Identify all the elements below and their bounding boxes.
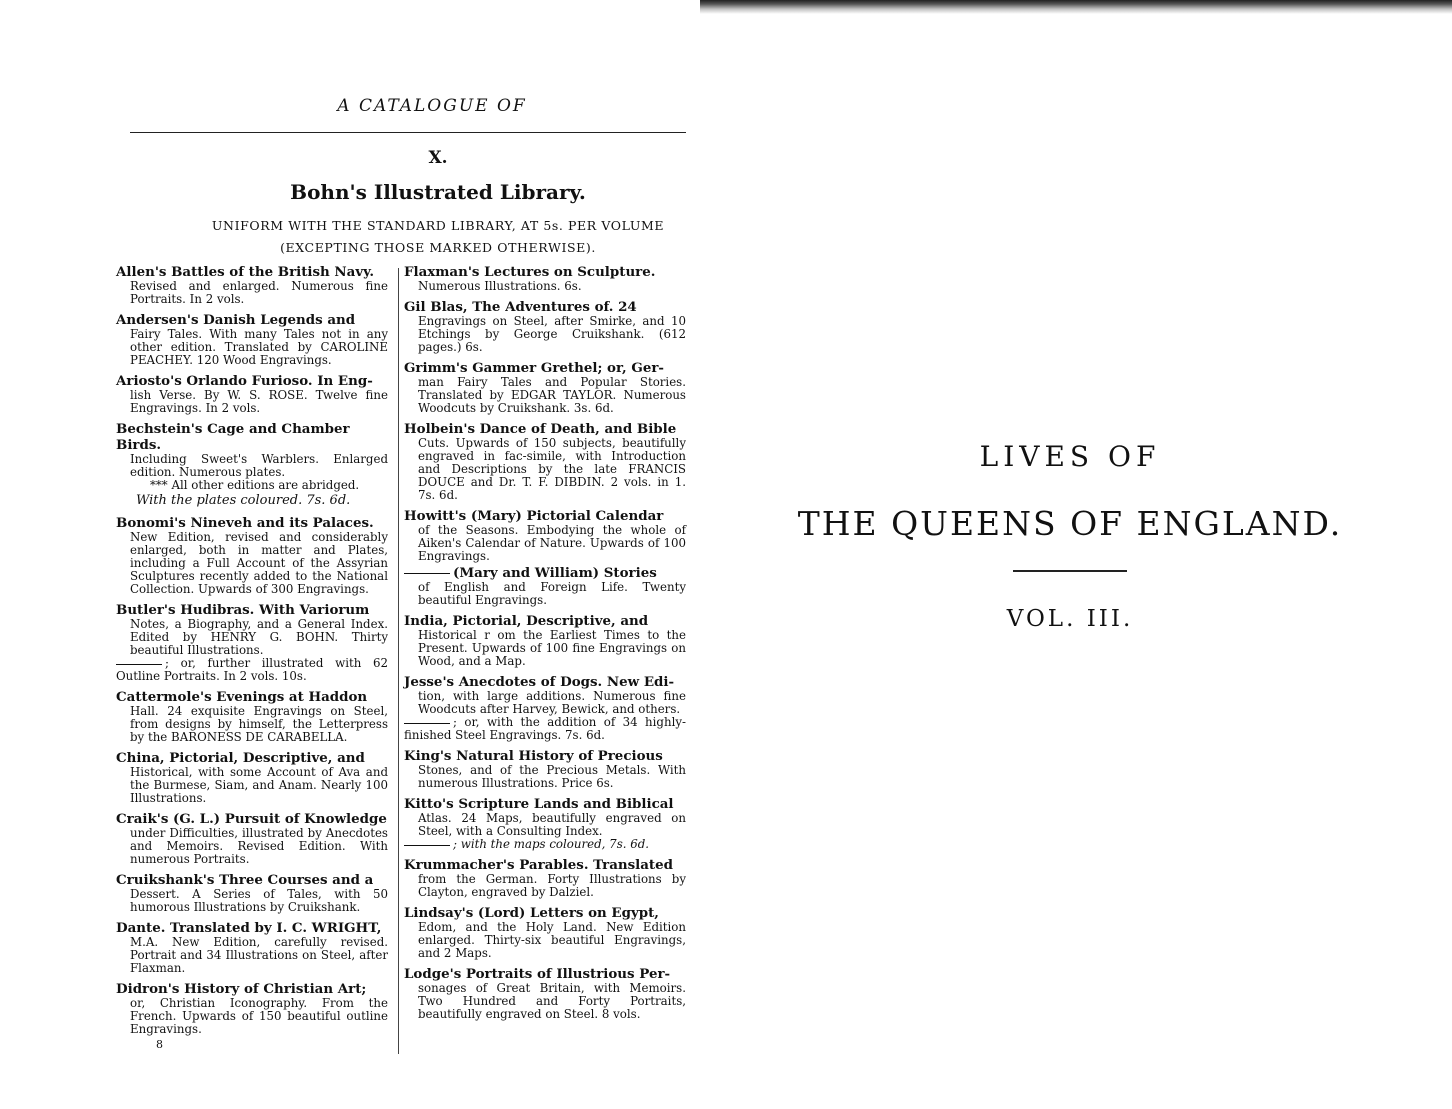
entry-title: Bonomi's Nineveh and its Palaces. — [116, 515, 374, 531]
list-item — [404, 857, 686, 899]
entry-continuation-text: ; or, with the addition of 34 highly-finished Steel Engravings. 7s. 6d. — [404, 715, 686, 742]
entry-title: India, Pictorial, Descriptive, and — [404, 613, 649, 629]
list-item — [116, 689, 388, 744]
entry-description: M.A. New Edition, carefully revised. Portrait and 34 Illustrations on Steel, after Flaxman. — [130, 935, 388, 975]
entry-title: China, Pictorial, Descriptive, and — [116, 750, 365, 766]
entry-title: Andersen's Danish Legends and — [116, 312, 356, 328]
list-item — [116, 981, 388, 1036]
entry-description: Fairy Tales. With many Tales not in any other edition. Translated by CAROLINE PEACHEY. 120 Wood Engravings. — [130, 327, 388, 367]
ditto-dash — [404, 845, 450, 846]
entry-continuation — [116, 657, 388, 683]
list-item — [404, 360, 686, 415]
list-item — [116, 750, 388, 805]
entry-description: Historical, with some Account of Ava and the Burmese, Siam, and Anam. Nearly 100 Illustrations. — [130, 765, 388, 805]
entry-title: Krummacher's Parables. Translated — [404, 857, 673, 873]
entry-description: sonages of Great Britain, with Memoirs. Two Hundred and Forty Portraits, beautifully engraved on Steel. 8 vols. — [418, 981, 686, 1021]
entry-description: Including Sweet's Warblers. Enlarged edition. Numerous plates. — [130, 452, 388, 479]
uniform-notice — [112, 215, 692, 259]
title-rule — [1013, 570, 1127, 572]
uniform-line-2: (EXCEPTING THOSE MARKED OTHERWISE). — [280, 240, 596, 255]
entry-description: Edom, and the Holy Land. New Edition enlarged. Thirty-six beautiful Engravings, and 2 Maps. — [418, 920, 686, 960]
entry-title: Didron's History of Christian Art; — [116, 981, 367, 997]
list-item — [404, 613, 686, 668]
library-title: Bohn's Illustrated Library. — [290, 180, 586, 204]
list-item — [116, 373, 388, 415]
entry-description: New Edition, revised and considerably enlarged, both in matter and Plates, including a Full Account of the Assyrian Sculptures recently added to the National Collection. Upwards of 300 Engravings. — [130, 530, 388, 596]
entry-title: Ariosto's Orlando Furioso. In Eng- — [116, 373, 373, 389]
entry-description: or, Christian Iconography. From the French. Upwards of 150 beautiful outline Engravings. — [130, 996, 388, 1036]
volume-label: VOL. III. — [1006, 606, 1134, 632]
entry-title: Gil Blas, The Adventures of. 24 — [404, 299, 637, 315]
list-item — [404, 264, 686, 293]
entry-description: Engravings on Steel, after Smirke, and 10 Etchings by George Cruikshank. (612 pages.) 6s. — [418, 314, 686, 354]
entry-description: Numerous Illustrations. 6s. — [418, 279, 582, 293]
list-item — [116, 811, 388, 866]
entry-description: tion, with large additions. Numerous fine Woodcuts after Harvey, Bewick, and others. — [418, 689, 686, 716]
list-item — [116, 264, 388, 306]
running-head: A CATALOGUE OF — [337, 96, 527, 116]
header-rule — [130, 132, 686, 133]
title-line-2: THE QUEENS OF ENGLAND. — [797, 504, 1343, 543]
entry-continuation-text: ; with the maps coloured, 7s. 6d. — [453, 837, 650, 851]
section-number: X. — [428, 148, 448, 168]
entry-title: Dante. Translated by I. C. WRIGHT, — [116, 920, 382, 936]
entry-description: of the Seasons. Embodying the whole of Aiken's Calendar of Nature. Upwards of 100 Engravings. — [418, 523, 686, 563]
list-item — [116, 920, 388, 975]
entry-continuation-text: ; or, further illustrated with 62 Outline Portraits. In 2 vols. 10s. — [116, 656, 388, 683]
entry-description: lish Verse. By W. S. ROSE. Twelve fine Engravings. In 2 vols. — [130, 388, 388, 415]
column-divider — [398, 268, 399, 1054]
entry-title: Butler's Hudibras. With Variorum — [116, 602, 370, 618]
ditto-dash — [404, 573, 450, 574]
entry-title: Flaxman's Lectures on Sculpture. — [404, 264, 656, 280]
list-item — [116, 421, 388, 509]
entry-title: Bechstein's Cage and Chamber Birds. — [116, 421, 350, 453]
entry-description: from the German. Forty Illustrations by Clayton, engraved by Dalziel. — [418, 872, 686, 899]
list-item — [404, 565, 686, 607]
entry-title — [404, 565, 686, 581]
entry-description: under Difficulties, illustrated by Anecdotes and Memoirs. Revised Edition. With numerous Portraits. — [130, 826, 388, 866]
list-item — [404, 966, 686, 1021]
list-item — [116, 602, 388, 683]
entry-title: Craik's (G. L.) Pursuit of Knowledge — [116, 811, 387, 827]
list-item — [404, 796, 686, 851]
right-column — [404, 264, 686, 1027]
entry-title: King's Natural History of Precious — [404, 748, 663, 764]
entry-title: Cruikshank's Three Courses and a — [116, 872, 374, 888]
list-item — [116, 312, 388, 367]
entry-title: Jesse's Anecdotes of Dogs. New Edi- — [404, 674, 675, 690]
entry-title: Howitt's (Mary) Pictorial Calendar — [404, 508, 664, 524]
entry-extra: With the plates coloured. 7s. 6d. — [136, 493, 351, 508]
ditto-dash — [116, 664, 162, 665]
list-item — [404, 748, 686, 790]
entry-description: Hall. 24 exquisite Engravings on Steel, from designs by himself, the Letterpress by the BARONESS DE CARABELLA. — [130, 704, 388, 744]
entry-description: Notes, a Biography, and a General Index. Edited by HENRY G. BOHN. Thirty beautiful Illustrations. — [130, 617, 388, 657]
title-line-1: LIVES OF — [979, 440, 1161, 473]
scan-edge-shadow — [700, 0, 1452, 14]
entry-description: of English and Foreign Life. Twenty beautiful Engravings. — [418, 580, 686, 607]
entry-title: Holbein's Dance of Death, and Bible — [404, 421, 677, 437]
entry-title: Lindsay's (Lord) Letters on Egypt, — [404, 905, 659, 921]
entry-title: Grimm's Gammer Grethel; or, Ger- — [404, 360, 664, 376]
title-page — [790, 440, 1350, 632]
entry-description: man Fairy Tales and Popular Stories. Translated by EDGAR TAYLOR. Numerous Woodcuts by Cruikshank. 3s. 6d. — [418, 375, 686, 415]
entry-description: Atlas. 24 Maps, beautifully engraved on Steel, with a Consulting Index. — [418, 811, 686, 838]
entry-description: Revised and enlarged. Numerous fine Portraits. In 2 vols. — [130, 279, 388, 306]
entry-description: Historical r om the Earliest Times to the Present. Upwards of 100 fine Engravings on Wood, and a Map. — [418, 628, 686, 668]
entry-title: Lodge's Portraits of Illustrious Per- — [404, 966, 671, 982]
entry-note: *** All other editions are abridged. — [150, 478, 360, 492]
ditto-dash — [404, 723, 450, 724]
entry-title: Kitto's Scripture Lands and Biblical — [404, 796, 674, 812]
entry-continuation — [404, 716, 686, 742]
entry-title: Cattermole's Evenings at Haddon — [116, 689, 368, 705]
uniform-line-1: UNIFORM WITH THE STANDARD LIBRARY, AT 5s. PER VOLUME — [211, 218, 665, 233]
list-item — [116, 872, 388, 914]
page-number: 8 — [156, 1038, 163, 1051]
entry-title-text: (Mary and William) Stories — [453, 565, 657, 581]
list-item — [404, 508, 686, 563]
list-item — [404, 905, 686, 960]
entry-title: Allen's Battles of the British Navy. — [116, 264, 375, 280]
entry-description: Cuts. Upwards of 150 subjects, beautifully engraved in fac-simile, with Introduction and Descriptions by the late FRANCIS DOUCE and Dr. T. F. DIBDIN. 2 vols. in 1. 7s. 6d. — [418, 436, 686, 502]
entry-continuation — [404, 838, 686, 851]
left-column — [116, 264, 388, 1051]
entry-description: Stones, and of the Precious Metals. With numerous Illustrations. Price 6s. — [418, 763, 686, 790]
list-item — [404, 299, 686, 354]
entry-description: Dessert. A Series of Tales, with 50 humorous Illustrations by Cruikshank. — [130, 887, 388, 914]
list-item — [404, 674, 686, 742]
list-item — [116, 515, 388, 596]
list-item — [404, 421, 686, 502]
catalogue-page — [112, 92, 692, 1072]
